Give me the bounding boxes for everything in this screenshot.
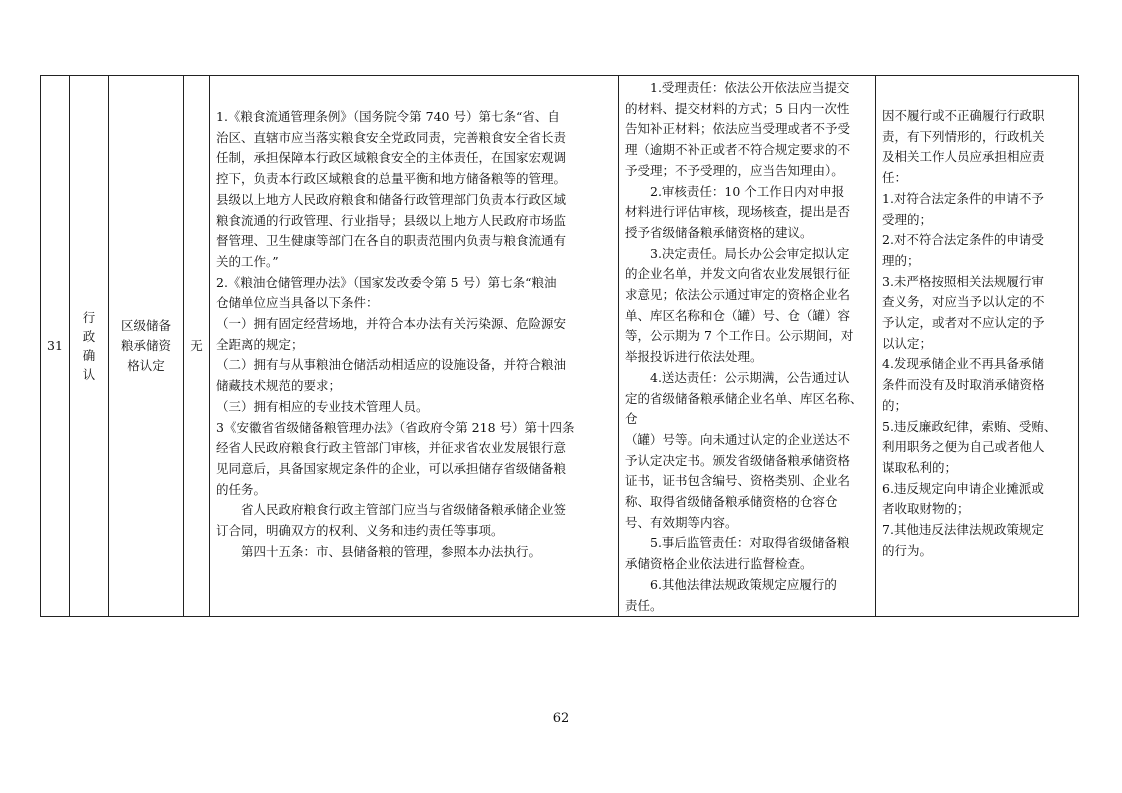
row-number-cell — [41, 76, 70, 617]
responsibility-line: 求意见；依法公示通过审定的资格企业名 — [625, 287, 851, 303]
accountability-line: 2.对不符合法定条件的申请受 — [882, 232, 1044, 248]
responsibility-line: 3.决定责任。局长办公会审定拟认定 — [650, 245, 850, 261]
basis-line: 县级以上地方人民政府粮食和储备行政管理部门负责本行政区域 — [216, 191, 567, 207]
accountability-line: 以认定； — [882, 335, 933, 351]
responsibility-line: 责任。 — [625, 597, 663, 613]
accountability-line: 理的； — [882, 252, 920, 268]
responsibility-line: 号、有效期等内容。 — [625, 514, 738, 530]
table-row — [41, 76, 1079, 617]
responsibility-line: 告知补正材料；依法应当受理或者不予受 — [625, 121, 851, 137]
accountability-cell — [876, 76, 1079, 617]
sub-item-cell — [184, 76, 210, 617]
accountability-line: 1.对符合法定条件的申请不予 — [882, 190, 1044, 206]
accountability-line: 因不履行或不正确履行行政职 — [882, 108, 1045, 123]
accountability-line: 利用职务之便为自己或者他人 — [882, 439, 1045, 455]
responsibility-line: 1.受理责任：依法公开依法应当提交 — [650, 80, 850, 95]
accountability-line: 责，有下列情形的，行政机关 — [882, 128, 1045, 144]
responsibility-cell — [619, 76, 876, 617]
basis-line: 治区、直辖市应当落实粮食安全党政同责，完善粮食安全省长责 — [216, 129, 567, 145]
accountability-line: 条件而没有及时取消承储资格 — [882, 377, 1045, 393]
accountability-line: 及相关工作人员应承担相应责 — [882, 149, 1045, 165]
accountability-line: 6.违反规定向申请企业摊派或 — [882, 480, 1044, 496]
accountability-line: 的行为。 — [882, 542, 933, 558]
responsibility-line: 授予省级储备粮承储资格的建议。 — [625, 224, 813, 240]
responsibility-line: 4.送达责任：公示期满，公告通过认 — [650, 369, 850, 385]
basis-line: （一）拥有固定经营场地，并符合本办法有关污染源、危险源安 — [216, 316, 567, 332]
basis-line: 的任务。 — [216, 481, 267, 497]
accountability-line: 予认定，或者对不应认定的予 — [882, 315, 1045, 331]
legal-basis-cell — [210, 76, 619, 617]
responsibility-line: 承储资格企业依法进行监督检查。 — [625, 556, 813, 572]
item-name-line: 粮承储资 — [120, 338, 171, 354]
responsibility-line: 2.审核责任：10 个工作日内对申报 — [650, 183, 845, 199]
category-char: 确 — [82, 348, 96, 364]
responsibility-line: 理（逾期不补正或者不符合规定要求的不 — [625, 142, 851, 158]
responsibility-line: 举报投诉进行依法处理。 — [625, 349, 763, 365]
category-char: 行 — [82, 310, 96, 326]
accountability-line: 5.违反廉政纪律，索贿、受贿、 — [882, 418, 1057, 434]
item-name-cell — [109, 76, 184, 617]
basis-line: 经省人民政府粮食行政主管部门审核，并征求省农业发展银行意 — [216, 440, 567, 456]
basis-line: 3《安徽省省级储备粮管理办法》（省政府令第 218 号）第十四条 — [216, 419, 575, 435]
responsibility-line: 予受理；不予受理的，应当告知理由）。 — [625, 162, 844, 178]
basis-line: 控下，负责本行政区域粮食的总量平衡和地方储备粮等的管理。 — [216, 171, 567, 187]
responsibility-line: （罐）号等。向未通过认定的企业送达不 — [625, 431, 851, 447]
responsibility-line: 5.事后监管责任：对取得省级储备粮 — [650, 535, 850, 551]
accountability-line: 4.发现承储企业不再具备承储 — [882, 356, 1044, 372]
row-number: 31 — [47, 337, 63, 353]
basis-line: （三）拥有相应的专业技术管理人员。 — [216, 398, 429, 414]
sub-item: 无 — [190, 337, 203, 353]
basis-line: 仓储单位应当具备以下条件： — [216, 295, 379, 311]
accountability-line: 查义务，对应当予以认定的不 — [882, 294, 1045, 310]
responsibility-line: 予认定决定书。颁发省级储备粮承储资格 — [625, 452, 851, 468]
responsibility-line: 等，公示期为 7 个工作日。公示期间，对 — [625, 328, 854, 344]
accountability-line: 3.未严格按照相关法规履行审 — [882, 273, 1044, 289]
category-text — [70, 308, 108, 384]
basis-line: 关的工作。” — [216, 253, 279, 269]
basis-line: 订合同，明确双方的权利、义务和违约责任等事项。 — [216, 523, 504, 539]
responsibility-line: 称、取得省级储备粮承储资格的仓容仓 — [625, 494, 838, 510]
accountability-line: 任： — [882, 170, 908, 186]
item-name-line: 格认定 — [127, 358, 165, 374]
accountability-line: 的； — [882, 397, 908, 413]
basis-line: 全距离的规定； — [216, 336, 304, 352]
basis-line: 1.《粮食流通管理条例》（国务院令第 740 号）第七条“省、自 — [216, 109, 560, 124]
category-char: 认 — [82, 367, 96, 383]
category-cell — [70, 76, 109, 617]
basis-line: 任制，承担保障本行政区域粮食安全的主体责任，在国家宏观调 — [216, 150, 567, 166]
basis-line: 督管理、卫生健康等部门在各自的职责范围内负责与粮食流通有 — [216, 233, 567, 249]
responsibility-line: 的材料、提交材料的方式；5 日内一次性 — [625, 100, 850, 116]
basis-line: 储藏技术规范的要求； — [216, 378, 342, 394]
responsibility-line: 材料进行评估审核，现场核查，提出是否 — [625, 204, 851, 220]
item-name-line: 区级储备 — [120, 318, 171, 334]
accountability-line: 者收取财物的； — [882, 501, 970, 517]
page-number: 62 — [552, 711, 570, 726]
responsibility-line: 单、库区名称和仓（罐）号、仓（罐）容 — [625, 307, 851, 323]
accountability-line: 7.其他违反法律法规政策规定 — [882, 522, 1044, 538]
basis-line: 见同意后，具备国家规定条件的企业，可以承担储存省级储备粮 — [216, 460, 567, 476]
category-char: 政 — [82, 329, 96, 345]
accountability-line: 受理的； — [882, 211, 933, 227]
basis-line: 省人民政府粮食行政主管部门应当与省级储备粮承储企业签 — [241, 502, 567, 518]
responsibility-line: 定的省级储备粮承储企业名单、库区名称、仓 — [625, 390, 863, 427]
basis-line: 2.《粮油仓储管理办法》（国家发改委令第 5 号）第七条“粮油 — [216, 274, 557, 290]
basis-line: 粮食流通的行政管理、行业指导；县级以上地方人民政府市场监 — [216, 212, 567, 228]
responsibility-line: 的企业名单，并发文向省农业发展银行征 — [625, 266, 851, 282]
responsibility-line: 6.其他法律法规政策规定应履行的 — [650, 576, 837, 592]
basis-line: （二）拥有与从事粮油仓储活动相适应的设施设备，并符合粮油 — [216, 357, 567, 373]
document-table — [40, 75, 1079, 617]
responsibility-line: 证书，证书包含编号、资格类别、企业名 — [625, 473, 851, 489]
basis-line: 第四十五条：市、县储备粮的管理，参照本办法执行。 — [241, 543, 542, 559]
accountability-line: 谋取私利的； — [882, 459, 958, 475]
